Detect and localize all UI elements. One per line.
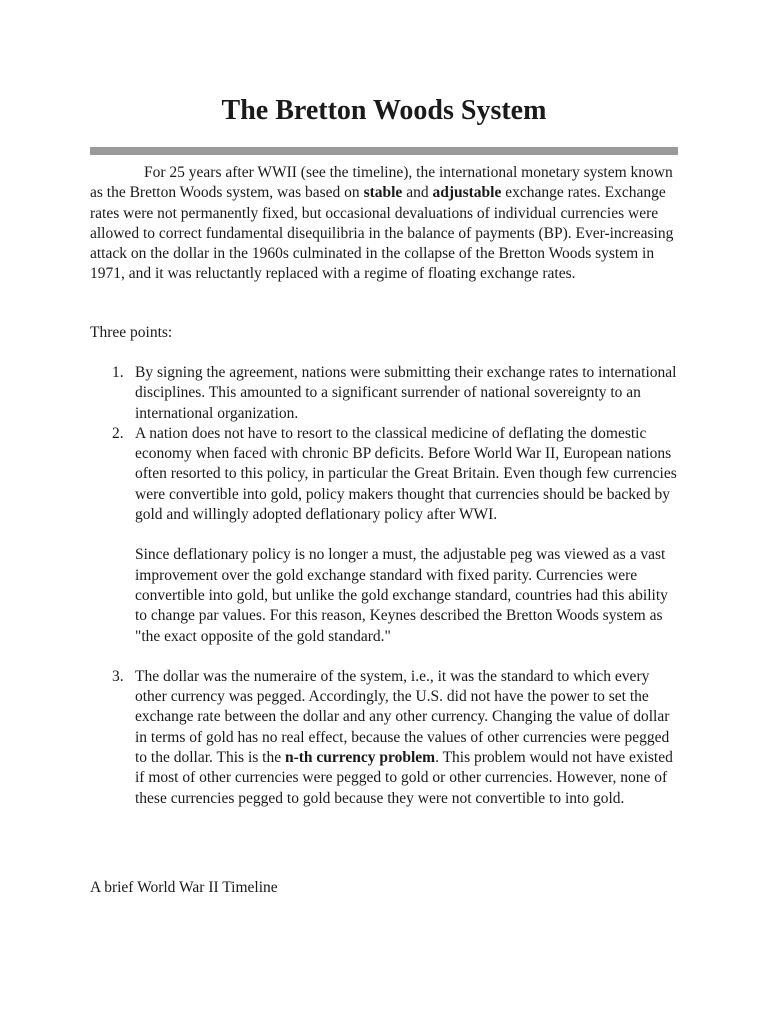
- point-3-text-1: The dollar was the numeraire of the system, i.e., it was the standard to which every other currency was pegged. Accordingly, the U.S. did not have the power to set the exchange rate between the dollar and any other currency. Changing the value of dollar in terms of gold has no real effect, because the values of other currencies were pegged to the dollar. This is the: [135, 667, 670, 767]
- points-list: [90, 363, 680, 809]
- intro-text-1: For 25 years after WWII (see the timeline), the international monetary system known as the Bretton Woods system, was based on: [90, 164, 673, 202]
- list-item: [90, 667, 680, 809]
- list-item-text: By signing the agreement, nations were submitting their exchange rates to international disciplines. This amounted to a significant surrender of national sovereignty to an international organization.: [135, 364, 677, 422]
- list-item-text: A nation does not have to resort to the classical medicine of deflating the domestic economy when faced with chronic BP deficits. Before World War II, European nations often resorted to this policy, in particular the Great Britain. Even though few currencies were convertible into gold, policy makers thought that currencies should be backed by gold and willingly adopted deflationary policy after WWI.: [135, 424, 677, 524]
- list-item-number: 1.: [112, 364, 124, 381]
- timeline-heading: A brief World War II Timeline: [90, 879, 278, 896]
- page-title: The Bretton Woods System: [221, 95, 547, 126]
- point-3-bold-term: n-th currency problem: [284, 749, 436, 767]
- list-item-subparagraph: Since deflationary policy is no longer a must, the adjustable peg was viewed as a vast improvement over the gold exchange standard with fixed parity. Currencies were convertible into gold, but unlike the gold exchange standard, countries had this ability to change par values. For this reason, Keynes described the Bretton Woods system as "the exact opposite of the gold standard.": [135, 546, 668, 645]
- list-item-number: 2.: [112, 424, 124, 442]
- list-item-text: [135, 667, 680, 809]
- three-points-label: Three points:: [90, 324, 173, 341]
- intro-paragraph: [90, 163, 680, 285]
- point-3-text-2: . This problem would not have existed if most of other currencies were pegged to gold or other currencies. However, none of these currencies pegged to gold because they were not convertible to into gold.: [135, 749, 673, 807]
- list-item-number: 3.: [112, 667, 124, 685]
- intro-text-3: exchange rates. Exchange rates were not permanently fixed, but occasional devaluations of individual currencies were allowed to correct fundamental disequilibria in the balance of payments (BP). Ever-increasing attack on the dollar in the 1960s culminated in the collapse of the Bretton Woods system in 1971, and it was reluctantly replaced with a regime of floating exchange rates.: [90, 184, 674, 283]
- intro-bold-stable: stable: [363, 184, 403, 202]
- intro-text-2: and: [402, 184, 433, 202]
- title-divider: [90, 147, 678, 155]
- list-item: [90, 363, 680, 424]
- intro-bold-adjustable: adjustable: [432, 184, 502, 202]
- list-item: [90, 424, 680, 647]
